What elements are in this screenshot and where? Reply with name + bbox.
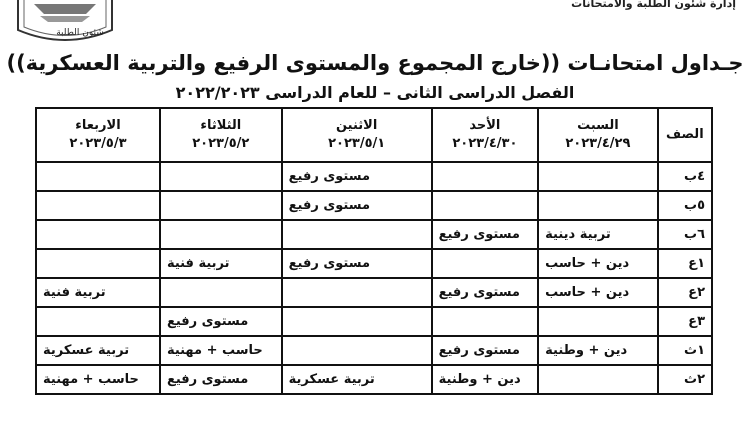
exam-cell: تربية عسكرية [36, 336, 160, 365]
exam-cell [36, 307, 160, 336]
class-cell: ٣ع [658, 307, 712, 336]
exam-cell: مستوى رفيع [432, 278, 539, 307]
page-subtitle: الفصل الدراسى الثانى – للعام الدراسى ٢٠٢٢/٢٠٢٣ [175, 83, 575, 102]
table-row [36, 249, 712, 278]
exam-cell: مستوى رفيع [160, 307, 282, 336]
exam-cell [282, 278, 432, 307]
exam-cell: مستوى رفيع [282, 191, 432, 220]
exam-cell [160, 278, 282, 307]
page-title: جـداول امتحانـات ((خارج المجموع والمستوى الرفيع والتربية العسكرية)) [6, 51, 744, 75]
class-cell: ٥ب [658, 191, 712, 220]
exam-cell: دين + حاسب [538, 249, 658, 278]
organization-line: إدارة شئون الطلبة والامتحانات [571, 0, 736, 10]
exam-cell [538, 307, 658, 336]
exam-cell: مستوى رفيع [282, 249, 432, 278]
exam-cell: دين + وطنية [432, 365, 539, 394]
class-cell: ٦ب [658, 220, 712, 249]
exam-cell [538, 365, 658, 394]
column-header-monday: الاثنين ٢٠٢٣/٥/١ [282, 108, 432, 162]
exam-cell [538, 191, 658, 220]
table-row [36, 365, 712, 394]
table-row [36, 336, 712, 365]
class-cell: ٢ع [658, 278, 712, 307]
column-header-wednesday: الاربعاء ٢٠٢٣/٥/٣ [36, 108, 160, 162]
exam-cell [432, 307, 539, 336]
column-header-tuesday: الثلاثاء ٢٠٢٣/٥/٢ [160, 108, 282, 162]
class-cell: ١ع [658, 249, 712, 278]
table-header-row [36, 108, 712, 162]
exam-cell [36, 162, 160, 191]
column-header-class: الصف [658, 108, 712, 162]
exam-cell: دين + وطنية [538, 336, 658, 365]
exam-cell: تربية عسكرية [282, 365, 432, 394]
exam-cell: مستوى رفيع [282, 162, 432, 191]
exam-cell: مستوى رفيع [160, 365, 282, 394]
class-cell: ١ث [658, 336, 712, 365]
table-row [36, 307, 712, 336]
class-cell: ٢ث [658, 365, 712, 394]
exam-cell: تربية دينية [538, 220, 658, 249]
column-header-saturday: السبت ٢٠٢٣/٤/٢٩ [538, 108, 658, 162]
exam-cell [432, 162, 539, 191]
class-cell: ٤ب [658, 162, 712, 191]
exam-cell [36, 191, 160, 220]
exam-cell [538, 162, 658, 191]
school-logo [14, 0, 116, 46]
exam-cell [282, 220, 432, 249]
exam-cell: تربية فنية [36, 278, 160, 307]
exam-cell: دين + حاسب [538, 278, 658, 307]
exam-cell: تربية فنية [160, 249, 282, 278]
exam-cell [36, 220, 160, 249]
exam-cell: حاسب + مهنية [36, 365, 160, 394]
exam-cell: حاسب + مهنية [160, 336, 282, 365]
column-header-sunday: الأحد ٢٠٢٣/٤/٣٠ [432, 108, 539, 162]
exam-cell [36, 249, 160, 278]
exam-cell: مستوى رفيع [432, 220, 539, 249]
table-row [36, 191, 712, 220]
table-row [36, 162, 712, 191]
logo-emblem-icon [14, 0, 116, 46]
exam-cell [160, 191, 282, 220]
exam-cell: مستوى رفيع [432, 336, 539, 365]
exam-cell [282, 336, 432, 365]
table-row [36, 220, 712, 249]
exam-cell [160, 220, 282, 249]
exam-schedule-table [35, 107, 713, 395]
logo-caption: شئون الطلبة [56, 28, 104, 38]
exam-cell [160, 162, 282, 191]
page-header [0, 0, 750, 46]
exam-cell [282, 307, 432, 336]
exam-cell [432, 191, 539, 220]
exam-cell [432, 249, 539, 278]
table-row [36, 278, 712, 307]
